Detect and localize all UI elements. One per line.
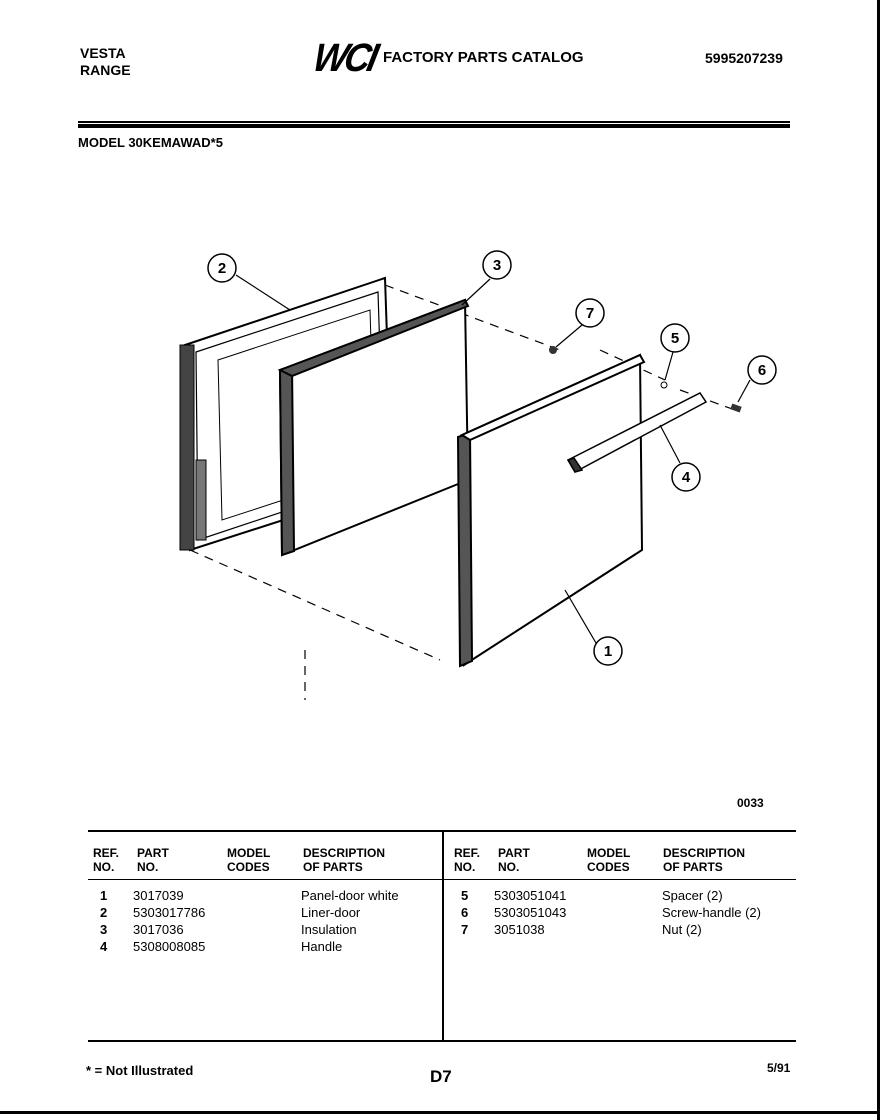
cell-part: 5308008085 [133, 939, 206, 954]
brand-name: VESTA [80, 45, 126, 61]
callout-7 [576, 299, 604, 327]
cell-desc: Nut (2) [662, 922, 702, 937]
cell-desc: Spacer (2) [662, 888, 723, 903]
table-header-rule [88, 879, 796, 880]
cell-ref: 3 [100, 922, 108, 937]
table-divider [442, 830, 444, 1042]
col-header-ref: REF. NO. [93, 846, 120, 874]
col-header-model: MODEL CODES [227, 846, 271, 874]
spacer-part [661, 382, 667, 388]
col-header-part: PART NO. [498, 846, 530, 874]
cell-desc: Liner-door [301, 905, 361, 920]
panel-door-part [458, 355, 644, 666]
dashed-guide [190, 550, 440, 660]
product-type: RANGE [80, 62, 131, 78]
svg-text:1: 1 [603, 643, 613, 660]
cell-part: 3017039 [133, 888, 184, 903]
cell-ref: 5 [461, 888, 469, 903]
nut-part [549, 346, 557, 354]
table-bottom-rule [88, 1040, 796, 1042]
cell-ref: 4 [100, 939, 108, 954]
cell-desc: Panel-door white [301, 888, 399, 903]
cell-part: 5303051041 [494, 888, 567, 903]
callout-1 [594, 637, 622, 665]
svg-text:5: 5 [670, 330, 680, 347]
callout-3 [483, 251, 511, 279]
col-header-part: PART NO. [137, 846, 169, 874]
svg-text:3: 3 [492, 257, 502, 274]
cell-ref: 2 [100, 905, 108, 920]
col-header-desc: DESCRIPTION OF PARTS [303, 846, 386, 874]
svg-text:6: 6 [757, 362, 767, 379]
page-number: D7 [430, 1067, 452, 1086]
diagram-code: 0033 [737, 796, 764, 810]
cell-part: 5303017786 [133, 905, 206, 920]
page-bottom-border [0, 1111, 880, 1114]
cell-desc: Screw-handle (2) [662, 905, 761, 920]
callout-4 [672, 463, 700, 491]
cell-part: 5303051043 [494, 905, 567, 920]
callout-5 [661, 324, 689, 352]
svg-text:7: 7 [585, 305, 595, 322]
catalog-number: 5995207239 [705, 50, 783, 66]
cell-desc: Insulation [301, 922, 357, 937]
callout-2 [208, 254, 236, 282]
col-header-desc: DESCRIPTION OF PARTS [663, 846, 746, 874]
wci-logo: WCI [309, 34, 380, 80]
cell-ref: 6 [461, 905, 469, 920]
svg-text:4: 4 [681, 469, 691, 486]
catalog-title: FACTORY PARTS CATALOG [383, 49, 584, 66]
cell-ref: 7 [461, 922, 469, 937]
screw-part [730, 403, 741, 412]
model-number: MODEL 30KEMAWAD*5 [78, 135, 223, 150]
revision-date: 5/91 [767, 1061, 791, 1075]
cell-desc: Handle [301, 939, 343, 954]
col-header-model: MODEL CODES [587, 846, 631, 874]
not-illustrated-note: * = Not Illustrated [86, 1063, 194, 1078]
svg-text:2: 2 [217, 260, 227, 277]
col-header-ref: REF. NO. [454, 846, 481, 874]
cell-part: 3017036 [133, 922, 184, 937]
callout-6 [748, 356, 776, 384]
cell-part: 3051038 [494, 922, 545, 937]
cell-ref: 1 [100, 888, 108, 903]
